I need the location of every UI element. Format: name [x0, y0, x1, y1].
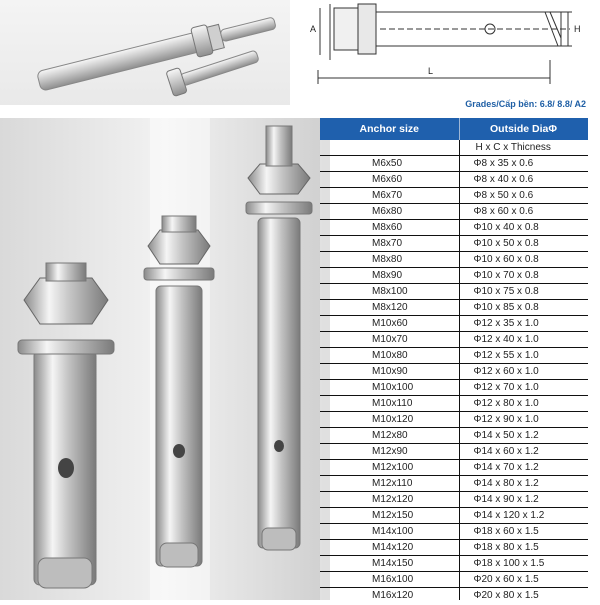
outside-dia-cell: Φ10 x 40 x 0.8	[459, 220, 588, 236]
dimension-label-a: A	[310, 24, 317, 34]
table-row	[320, 172, 588, 188]
table-cell	[320, 140, 459, 156]
table-row	[320, 156, 588, 172]
table-row	[320, 556, 588, 572]
table-row	[320, 412, 588, 428]
table-row	[320, 204, 588, 220]
anchor-size-cell: M8x120	[320, 300, 459, 316]
anchor-size-cell: M10x120	[320, 412, 459, 428]
anchor-size-cell: M12x120	[320, 492, 459, 508]
table-row	[320, 364, 588, 380]
outside-dia-cell: Φ8 x 35 x 0.6	[459, 156, 588, 172]
outside-dia-cell: Φ10 x 85 x 0.8	[459, 300, 588, 316]
outside-dia-cell: Φ10 x 70 x 0.8	[459, 268, 588, 284]
anchor-size-cell: M10x110	[320, 396, 459, 412]
anchor-size-cell: M6x70	[320, 188, 459, 204]
table-row	[320, 380, 588, 396]
table-subheader-dimensions: H x C x Thicness	[459, 140, 588, 156]
anchor-size-cell: M16x100	[320, 572, 459, 588]
outside-dia-cell: Φ8 x 50 x 0.6	[459, 188, 588, 204]
table-row	[320, 268, 588, 284]
outside-dia-cell: Φ14 x 60 x 1.2	[459, 444, 588, 460]
outside-dia-cell: Φ18 x 80 x 1.5	[459, 540, 588, 556]
outside-dia-cell: Φ18 x 60 x 1.5	[459, 524, 588, 540]
outside-dia-cell: Φ12 x 80 x 1.0	[459, 396, 588, 412]
outside-dia-cell: Φ10 x 50 x 0.8	[459, 236, 588, 252]
column-header-outside-dia: Outside DiaΦ	[459, 118, 588, 140]
anchor-size-cell: M14x120	[320, 540, 459, 556]
table-row	[320, 332, 588, 348]
outside-dia-cell: Φ10 x 60 x 0.8	[459, 252, 588, 268]
anchor-size-cell: M10x80	[320, 348, 459, 364]
table-row	[320, 508, 588, 524]
outside-dia-cell: Φ20 x 60 x 1.5	[459, 572, 588, 588]
anchor-size-cell: M10x60	[320, 316, 459, 332]
table-row	[320, 284, 588, 300]
table-row	[320, 220, 588, 236]
column-header-anchor-size: Anchor size	[320, 118, 459, 140]
anchor-size-cell: M8x70	[320, 236, 459, 252]
anchor-size-cell: M12x150	[320, 508, 459, 524]
anchor-size-cell: M14x100	[320, 524, 459, 540]
anchor-size-cell: M12x110	[320, 476, 459, 492]
outside-dia-cell: Φ14 x 90 x 1.2	[459, 492, 588, 508]
table-row	[320, 316, 588, 332]
outside-dia-cell: Φ12 x 55 x 1.0	[459, 348, 588, 364]
table-row	[320, 188, 588, 204]
table-row	[320, 540, 588, 556]
outside-dia-cell: Φ12 x 60 x 1.0	[459, 364, 588, 380]
anchor-size-cell: M12x100	[320, 460, 459, 476]
outside-dia-cell: Φ12 x 40 x 1.0	[459, 332, 588, 348]
grades-note: Grades/Cấp bền: 6.8/ 8.8/ A2	[465, 99, 586, 109]
outside-dia-cell: Φ14 x 80 x 1.2	[459, 476, 588, 492]
outside-dia-cell: Φ8 x 60 x 0.6	[459, 204, 588, 220]
outside-dia-cell: Φ10 x 75 x 0.8	[459, 284, 588, 300]
anchor-size-cell: M8x90	[320, 268, 459, 284]
outside-dia-cell: Φ12 x 35 x 1.0	[459, 316, 588, 332]
table-row	[320, 444, 588, 460]
table-row	[320, 396, 588, 412]
table-subheader-row	[320, 140, 588, 156]
table-row	[320, 588, 588, 601]
anchor-technical-drawing	[300, 0, 600, 95]
dimension-label-h: H	[574, 24, 581, 34]
outside-dia-cell: Φ8 x 40 x 0.6	[459, 172, 588, 188]
table-row	[320, 300, 588, 316]
anchor-size-cell: M6x50	[320, 156, 459, 172]
anchor-size-cell: M8x60	[320, 220, 459, 236]
outside-dia-cell: Φ12 x 70 x 1.0	[459, 380, 588, 396]
table-row	[320, 252, 588, 268]
table-row	[320, 348, 588, 364]
anchor-size-cell: M12x90	[320, 444, 459, 460]
dimension-label-l: L	[428, 66, 434, 76]
outside-dia-cell: Φ12 x 90 x 1.0	[459, 412, 588, 428]
anchor-size-cell: M14x150	[320, 556, 459, 572]
table-row	[320, 476, 588, 492]
outside-dia-cell: Φ18 x 100 x 1.5	[459, 556, 588, 572]
outside-dia-cell: Φ14 x 120 x 1.2	[459, 508, 588, 524]
table-row	[320, 236, 588, 252]
table-header-row	[320, 118, 588, 140]
anchor-size-cell: M12x80	[320, 428, 459, 444]
outside-dia-cell: Φ14 x 70 x 1.2	[459, 460, 588, 476]
table-row	[320, 460, 588, 476]
anchor-size-cell: M6x60	[320, 172, 459, 188]
table-row	[320, 428, 588, 444]
anchor-size-cell: M6x80	[320, 204, 459, 220]
table-row	[320, 572, 588, 588]
anchor-size-cell: M8x100	[320, 284, 459, 300]
anchor-size-cell: M10x100	[320, 380, 459, 396]
anchor-spec-table	[320, 118, 588, 600]
anchor-size-cell: M8x80	[320, 252, 459, 268]
anchor-size-cell: M10x90	[320, 364, 459, 380]
table-row	[320, 492, 588, 508]
anchor-size-cell: M10x70	[320, 332, 459, 348]
outside-dia-cell: Φ14 x 50 x 1.2	[459, 428, 588, 444]
anchor-size-cell: M16x120	[320, 588, 459, 601]
anchor-bolts-photo	[0, 118, 330, 600]
outside-dia-cell: Φ20 x 80 x 1.5	[459, 588, 588, 601]
anchor-bolt-photo-small	[0, 0, 290, 105]
table-row	[320, 524, 588, 540]
